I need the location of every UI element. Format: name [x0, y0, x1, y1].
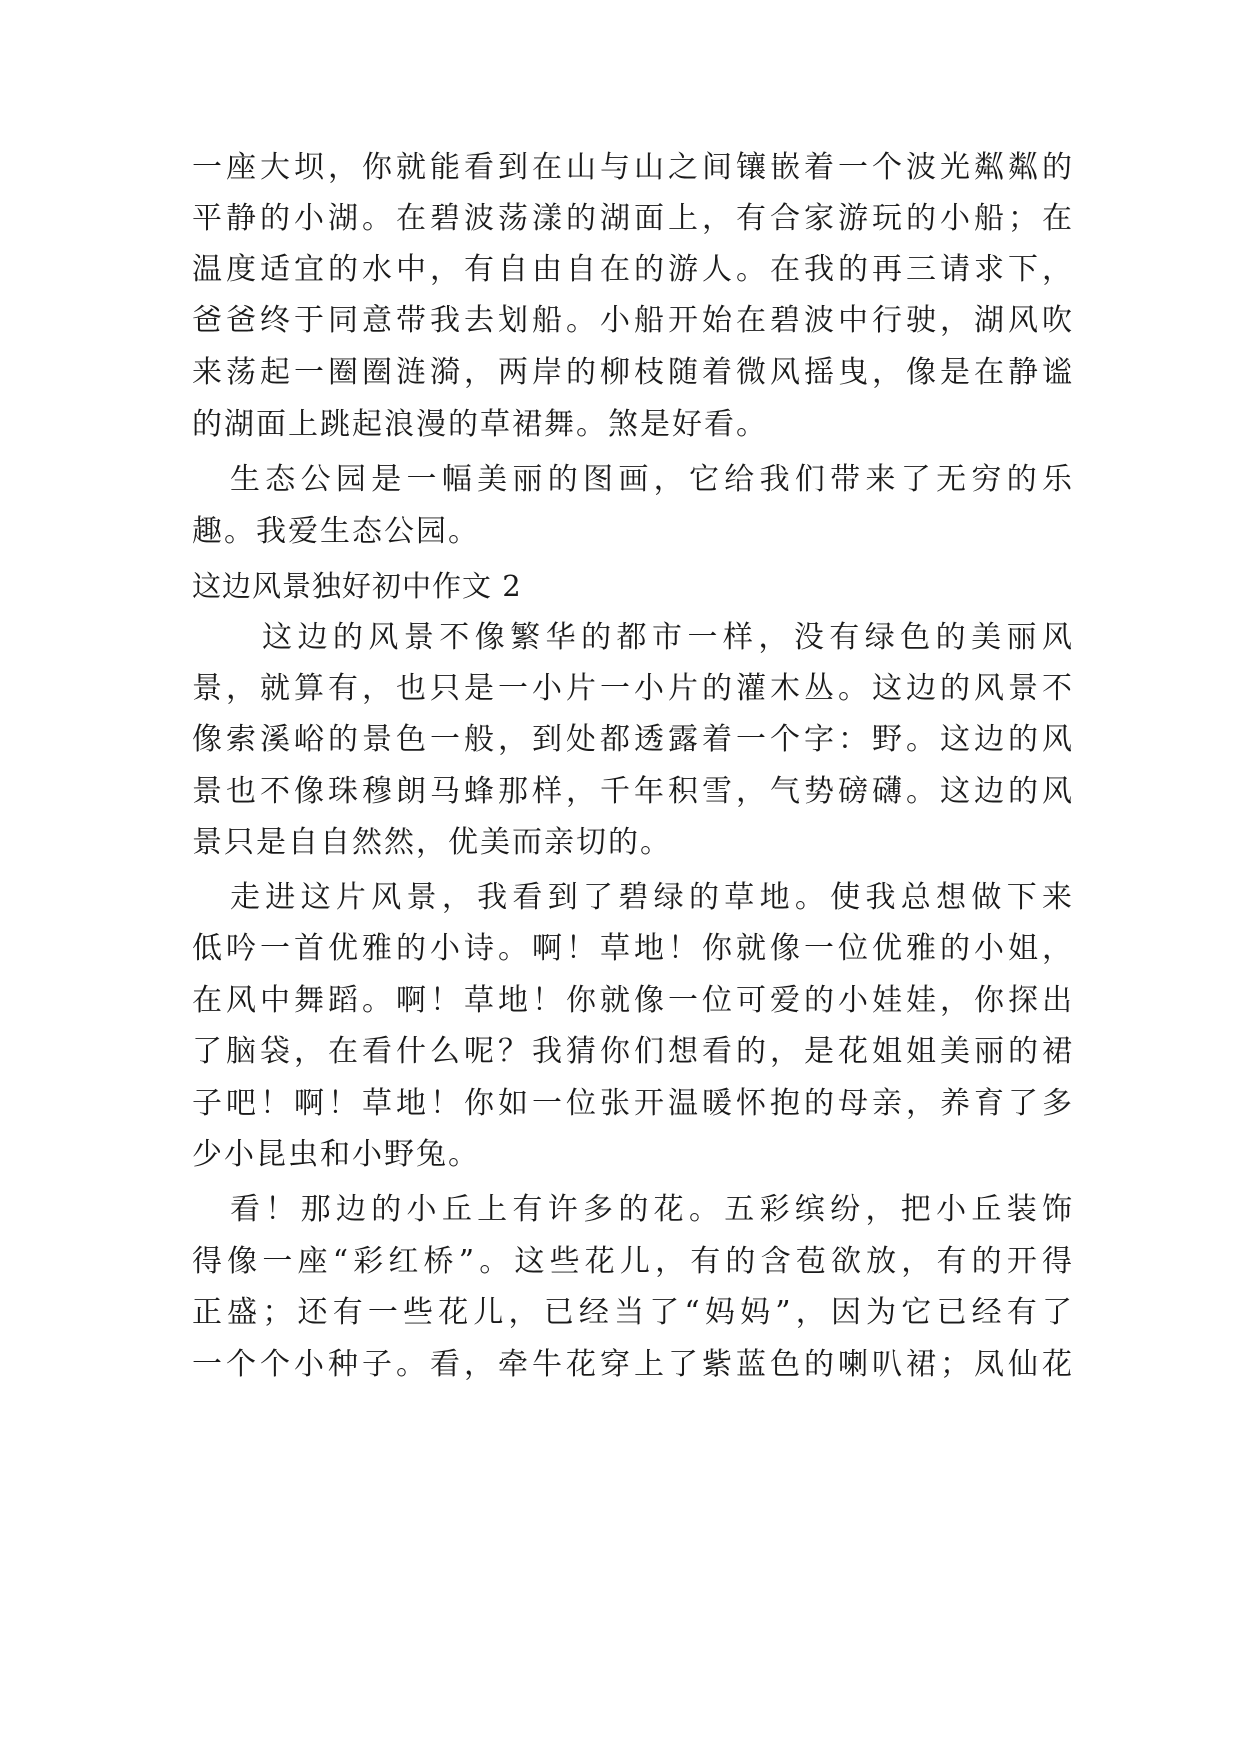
paragraph-line: 一座大坝，你就能看到在山与山之间镶嵌着一个波光粼粼的 — [192, 150, 1072, 185]
paragraph-line: 看！那边的小丘上有许多的花。五彩缤纷，把小丘装饰 — [230, 1192, 1072, 1227]
paragraph-line: 的湖面上跳起浪漫的草裙舞。煞是好看。 — [192, 407, 768, 442]
paragraph-line: 一个个小种子。看，牵牛花穿上了紫蓝色的喇叭裙；凤仙花 — [192, 1347, 1072, 1382]
paragraph-line: 爸爸终于同意带我去划船。小船开始在碧波中行驶，湖风吹 — [192, 303, 1072, 338]
paragraph-line: 正盛；还有一些花儿，已经当了“妈妈”，因为它已经有了 — [192, 1295, 1072, 1330]
paragraph-line: 景，就算有，也只是一小片一小片的灌木丛。这边的风景不 — [192, 671, 1072, 706]
paragraph-line: 这边的风景不像繁华的都市一样，没有绿色的美丽风 — [262, 620, 1072, 655]
paragraph-line: 了脑袋，在看什么呢？我猜你们想看的，是花姐姐美丽的裙 — [192, 1034, 1072, 1069]
paragraph-line: 平静的小湖。在碧波荡漾的湖面上，有合家游玩的小船；在 — [192, 201, 1072, 236]
paragraph-line: 趣。我爱生态公园。 — [192, 514, 480, 549]
paragraph-line: 生态公园是一幅美丽的图画，它给我们带来了无穷的乐 — [230, 462, 1072, 497]
paragraph-line: 走进这片风景，我看到了碧绿的草地。使我总想做下来 — [230, 880, 1072, 915]
paragraph-line: 景也不像珠穆朗马蜂那样，千年积雪，气势磅礴。这边的风 — [192, 774, 1072, 809]
paragraph-line: 景只是自自然然，优美而亲切的。 — [192, 825, 672, 860]
paragraph-line: 低吟一首优雅的小诗。啊！草地！你就像一位优雅的小姐， — [192, 931, 1072, 966]
paragraph-line: 少小昆虫和小野兔。 — [192, 1137, 480, 1172]
paragraph-line: 来荡起一圈圈涟漪，两岸的柳枝随着微风摇曳，像是在静谧 — [192, 355, 1072, 390]
paragraph-line: 子吧！啊！草地！你如一位张开温暖怀抱的母亲，养育了多 — [192, 1086, 1072, 1121]
section-heading: 这边风景独好初中作文 2 — [192, 569, 522, 603]
paragraph-line: 温度适宜的水中，有自由自在的游人。在我的再三请求下， — [192, 252, 1072, 287]
paragraph-line: 像索溪峪的景色一般，到处都透露着一个字：野。这边的风 — [192, 722, 1072, 757]
paragraph-line: 在风中舞蹈。啊！草地！你就像一位可爱的小娃娃，你探出 — [192, 983, 1072, 1018]
paragraph-line: 得像一座“彩红桥”。这些花儿，有的含苞欲放，有的开得 — [192, 1244, 1072, 1279]
